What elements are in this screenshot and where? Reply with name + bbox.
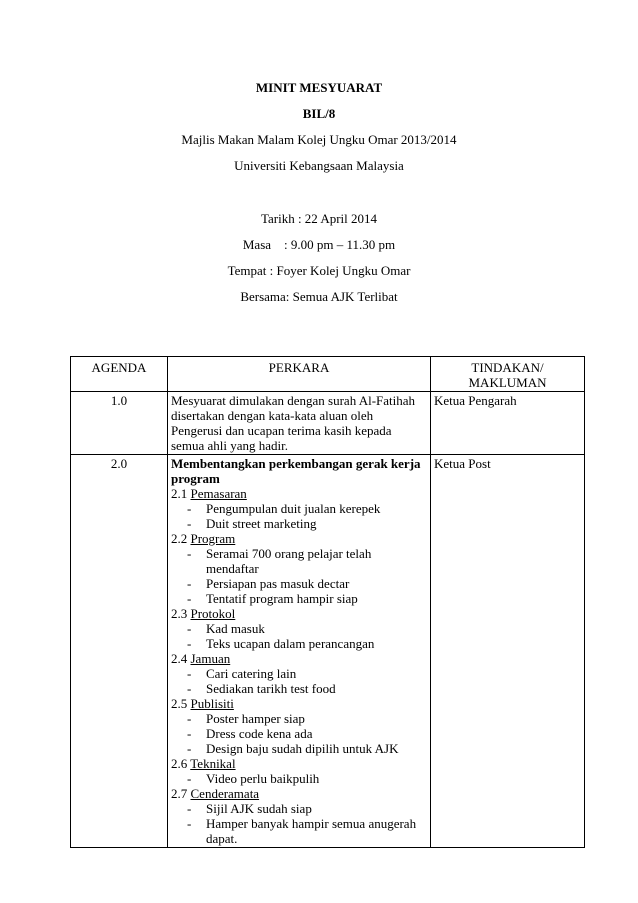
list-item: - Video perlu baikpulih	[171, 771, 427, 786]
section-number: 2.3	[171, 606, 188, 621]
meeting-venue: Tempat : Foyer Kolej Ungku Omar	[227, 263, 411, 278]
table-header-row	[71, 357, 585, 392]
meeting-date: Tarikh : 22 April 2014	[260, 211, 378, 226]
section-name: Protokol	[190, 606, 236, 621]
section-name: Publisiti	[190, 696, 234, 711]
section-items	[171, 666, 427, 696]
document-title: MINIT MESYUARAT	[255, 80, 383, 95]
section-heading	[171, 696, 427, 711]
section-heading	[171, 486, 427, 501]
list-item: - Tentatif program hampir siap	[171, 591, 427, 606]
list-item: - Seramai 700 orang pelajar telah mendaftar	[171, 546, 427, 576]
section-number: 2.7	[171, 786, 188, 801]
list-item: - Hamper banyak hampir semua anugerah dapat.	[171, 816, 427, 846]
section-heading	[171, 531, 427, 546]
section-name: Program	[190, 531, 236, 546]
header-tindakan-line1: TINDAKAN/	[471, 360, 544, 375]
section-number: 2.5	[171, 696, 188, 711]
section-items	[171, 801, 427, 846]
section-heading	[171, 756, 427, 771]
tindakan-text: Ketua Pengarah	[431, 392, 585, 455]
agenda-number: 2.0	[71, 455, 168, 848]
list-item: - Duit street marketing	[171, 516, 427, 531]
section-items	[171, 711, 427, 756]
list-item: - Persiapan pas masuk dectar	[171, 576, 427, 591]
tindakan-text: Ketua Post	[431, 455, 585, 848]
section-number: 2.4	[171, 651, 188, 666]
section-name: Cenderamata	[190, 786, 260, 801]
university-name: Universiti Kebangsaan Malaysia	[234, 158, 404, 173]
section-items	[171, 621, 427, 651]
header-agenda: AGENDA	[71, 357, 168, 392]
meeting-number: BIL/8	[302, 106, 336, 121]
list-item: - Design baju sudah dipilih untuk AJK	[171, 741, 427, 756]
section-name: Pemasaran	[190, 486, 247, 501]
perkara-text: Mesyuarat dimulakan dengan surah Al-Fatihah disertakan dengan kata-kata aluan oleh Pengerusi dan ucapan terima kasih kepada semua ahli yang hadir.	[168, 392, 431, 455]
list-item: - Kad masuk	[171, 621, 427, 636]
section-items	[171, 501, 427, 531]
meeting-attendees: Bersama: Semua AJK Terlibat	[240, 289, 398, 304]
section-name: Teknikal	[190, 756, 236, 771]
header-tindakan-line2: MAKLUMAN	[468, 375, 547, 390]
section-heading	[171, 606, 427, 621]
header-perkara: PERKARA	[168, 357, 431, 392]
agenda-number: 1.0	[71, 392, 168, 455]
table-row	[71, 392, 585, 455]
section-heading	[171, 651, 427, 666]
section-items	[171, 771, 427, 786]
table-row	[71, 455, 585, 848]
list-item: - Poster hamper siap	[171, 711, 427, 726]
minutes-table	[70, 356, 585, 848]
section-name: Jamuan	[190, 651, 231, 666]
section-number: 2.1	[171, 486, 188, 501]
section-heading	[171, 786, 427, 801]
list-item: - Teks ucapan dalam perancangan	[171, 636, 427, 651]
list-item: - Sediakan tarikh test food	[171, 681, 427, 696]
list-item: - Pengumpulan duit jualan kerepek	[171, 501, 427, 516]
section-list	[171, 486, 427, 846]
perkara-cell	[168, 455, 431, 848]
perkara-title: Membentangkan perkembangan gerak kerja program	[171, 456, 421, 486]
meeting-time: Masa : 9.00 pm – 11.30 pm	[242, 237, 396, 252]
section-number: 2.6	[171, 756, 188, 771]
section-number: 2.2	[171, 531, 188, 546]
header-tindakan	[431, 357, 585, 392]
section-items	[171, 546, 427, 606]
list-item: - Dress code kena ada	[171, 726, 427, 741]
list-item: - Sijil AJK sudah siap	[171, 801, 427, 816]
event-name: Majlis Makan Malam Kolej Ungku Omar 2013/2014	[181, 132, 457, 147]
list-item: - Cari catering lain	[171, 666, 427, 681]
